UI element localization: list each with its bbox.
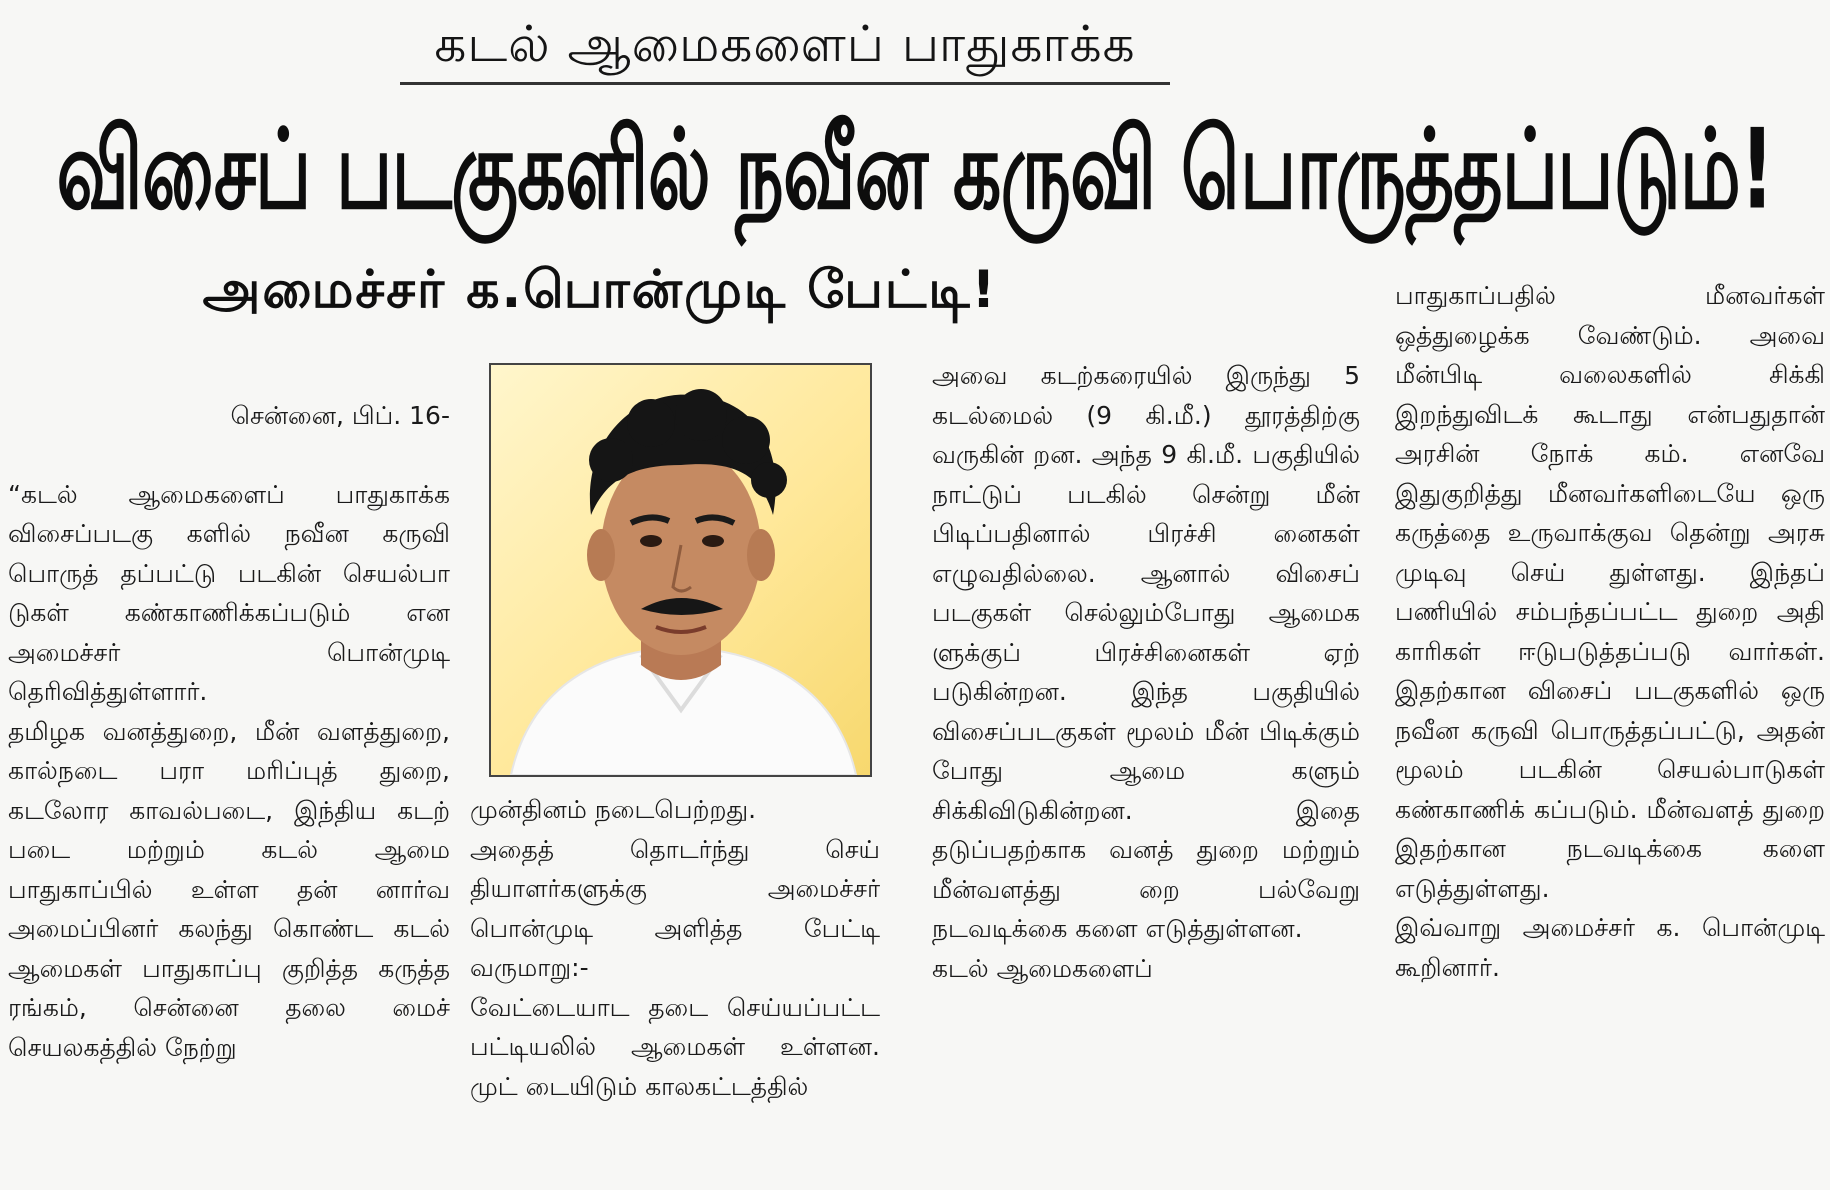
column-1-text: “கடல் ஆமைகளைப் பாதுகாக்க விசைப்படகு களில் நவீன கருவி பொருத் தப்பட்டு படகின் செயல்பா டுகள் கண்காணிக்கப்படும் என அமைச்சர் பொன்முடி தெரிவித்துள்ளார். தமிழக வனத்துறை, மீன் வளத்துறை, கால்நடை பரா மரிப்புத் துறை, கடலோர காவல்படை, இந்திய கடற் படை மற்றும் கடல் ஆமை பாதுகாப்பில் உள்ள தன் னார்வ அமைப்பினர் கலந்து கொண்ட கடல் ஆமைகள் பாதுகாப்பு குறித்த கருத்த ரங்கம், சென்னை தலை மைச் செயலகத்தில் நேற்று bbox=[8, 479, 450, 1062]
article-column-4: பாதுகாப்பதில் மீனவர்கள் ஒத்துழைக்க வேண்டும். அவை மீன்பிடி வலைகளில் சிக்கி இறந்துவிடக் கூடாது என்பதுதான் அரசின் நோக் கம். எனவே இதுகுறித்து மீனவர்களிடையே ஒரு கருத்தை உருவாக்குவ தென்று அரசு முடிவு செய் துள்ளது. இந்தப் பணியில் சம்பந்தப்பட்ட துறை அதி காரிகள் ஈடுபடுத்தப்படு வார்கள். இதற்கான விசைப் படகுகளில் ஒரு நவீன கருவி பொருத்தப்பட்டு, அதன் மூலம் படகின் செயல்பாடுகள் கண்காணிக் கப்படும். மீன்வளத் துறை இதற்கான நடவடிக்கை களை எடுத்துள்ளது. இவ்வாறு அமைச்சர் க. பொன்முடி கூறினார். bbox=[1395, 281, 1825, 982]
main-headline: விசைப் படகுகளில் நவீன கருவி பொருத்தப்படும்! bbox=[56, 104, 1774, 234]
article-column-2: முன்தினம் நடைபெற்றது. அதைத் தொடர்ந்து செய் தியாளர்களுக்கு அமைச்சர் பொன்முடி அளித்த பேட்டி வருமாறு:- வேட்டையாட தடை செய்யப்பட்ட பட்டியலில் ஆமைகள் உள்ளன. முட் டையிடும் காலகட்டத்தில் bbox=[470, 795, 880, 1101]
kicker-headline: கடல் ஆமைகளைப் பாதுகாக்க bbox=[434, 15, 1136, 73]
dateline: சென்னை, பிப். 16- bbox=[230, 400, 450, 430]
article-column-3: அவை கடற்கரையில் இருந்து 5 கடல்மைல் (9 கி.மீ.) தூரத்திற்கு வருகின் றன. அந்த 9 கி.மீ. பகுதியில் நாட்டுப் படகில் சென்று மீன் பிடிப்பதினால் பிரச்சி னைகள் எழுவதில்லை. ஆனால் விசைப் படகுகள் செல்லும்போது ஆமைக ளுக்குப் பிரச்சினைகள் ஏற் படுகின்றன. இந்த பகுதியில் விசைப்படகுகள் மூலம் மீன் பிடிக்கும் போது ஆமை களும் சிக்கிவிடுகின்றன. இதை தடுப்பதற்காக வனத் துறை மற்றும் மீன்வளத்து றை பல்வேறு நடவடிக்கை களை எடுத்துள்ளன. கடல் ஆமைகளைப் bbox=[932, 361, 1360, 983]
portrait-photo bbox=[489, 363, 872, 777]
article-column-1 bbox=[8, 356, 450, 1156]
sub-headline: அமைச்சர் க.பொன்முடி பேட்டி! bbox=[202, 260, 998, 320]
portrait-illustration-icon bbox=[491, 365, 870, 775]
